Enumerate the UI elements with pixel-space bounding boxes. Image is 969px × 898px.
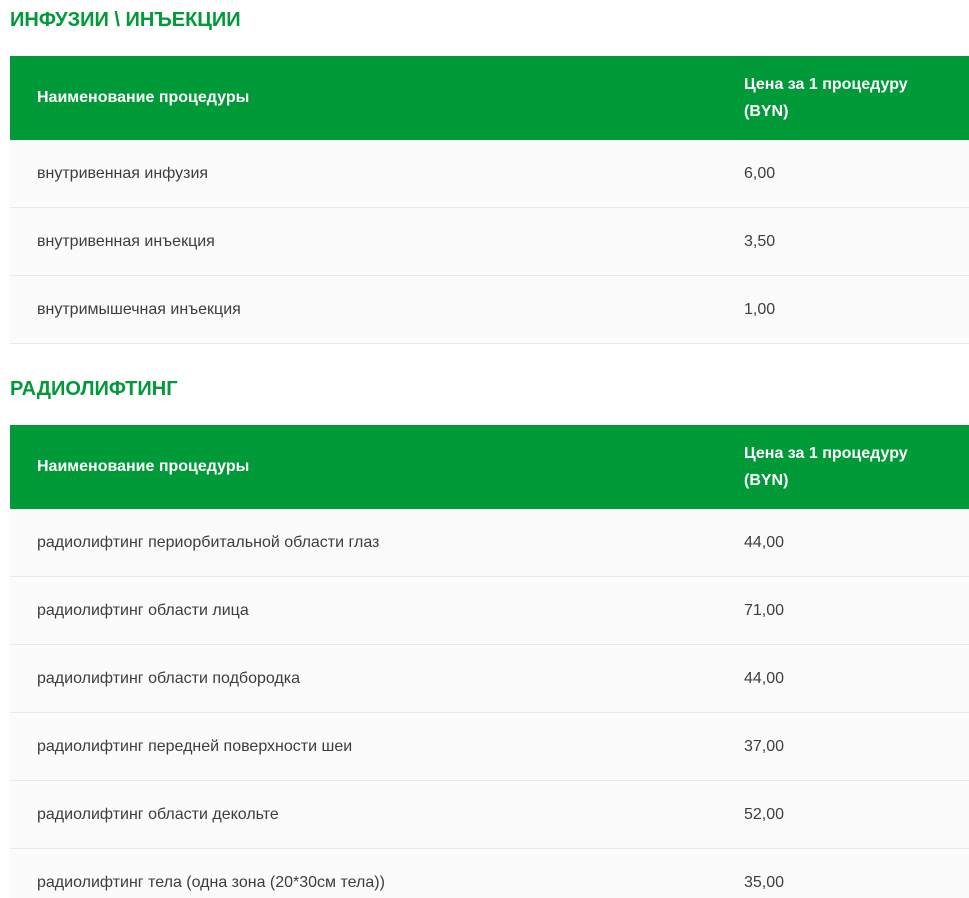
table-header-row [10,56,969,140]
procedure-price-cell: 44,00 [744,533,785,551]
section-title-infusions: ИНФУЗИИ \ ИНЪЕКЦИИ [10,9,241,31]
price-table-radiolifting [10,425,969,898]
procedure-name-cell: радиолифтинг тела (одна зона (20*30см тела)) [37,873,385,891]
procedure-name-cell: радиолифтинг области подбородка [37,669,301,687]
table-row [10,276,969,344]
procedure-price-cell: 6,00 [744,164,776,182]
price-table-infusions [10,56,969,344]
table-row [10,140,969,208]
procedure-price-cell: 35,00 [744,873,785,891]
table-row [10,208,969,276]
column-header-price-line2: (BYN) [744,472,789,489]
procedure-price-cell: 37,00 [744,737,785,755]
procedure-name-cell: радиолифтинг области декольте [37,805,279,823]
column-header-price-line1: Цена за 1 процедуру [744,445,908,462]
procedure-name-cell: радиолифтинг периорбитальной области глаз [37,533,380,551]
procedure-name-cell: радиолифтинг передней поверхности шеи [37,737,353,755]
table-row [10,645,969,713]
procedure-name-cell: внутривенная инфузия [37,164,209,182]
table-row [10,781,969,849]
table-header-row [10,425,969,509]
table-row [10,509,969,577]
column-header-price-line1: Цена за 1 процедуру [744,76,908,93]
procedure-price-cell: 52,00 [744,805,785,823]
procedure-price-cell: 44,00 [744,669,785,687]
procedure-name-cell: внутривенная инъекция [37,232,215,250]
table-row [10,577,969,645]
procedure-price-cell: 1,00 [744,300,776,318]
column-header-price [744,71,969,125]
procedure-name-cell: радиолифтинг области лица [37,601,249,619]
column-header-price-line2: (BYN) [744,103,789,120]
column-header-procedure-name: Наименование процедуры [37,458,250,475]
column-header-procedure-name: Наименование процедуры [37,89,250,106]
procedure-price-cell: 3,50 [744,232,776,250]
procedure-price-cell: 71,00 [744,601,785,619]
procedure-name-cell: внутримышечная инъекция [37,300,241,318]
section-radiolifting [10,378,969,898]
table-row [10,849,969,898]
column-header-price [744,440,969,494]
section-infusions-injections [10,9,969,344]
section-title-radiolifting: РАДИОЛИФТИНГ [10,378,178,400]
table-row [10,713,969,781]
